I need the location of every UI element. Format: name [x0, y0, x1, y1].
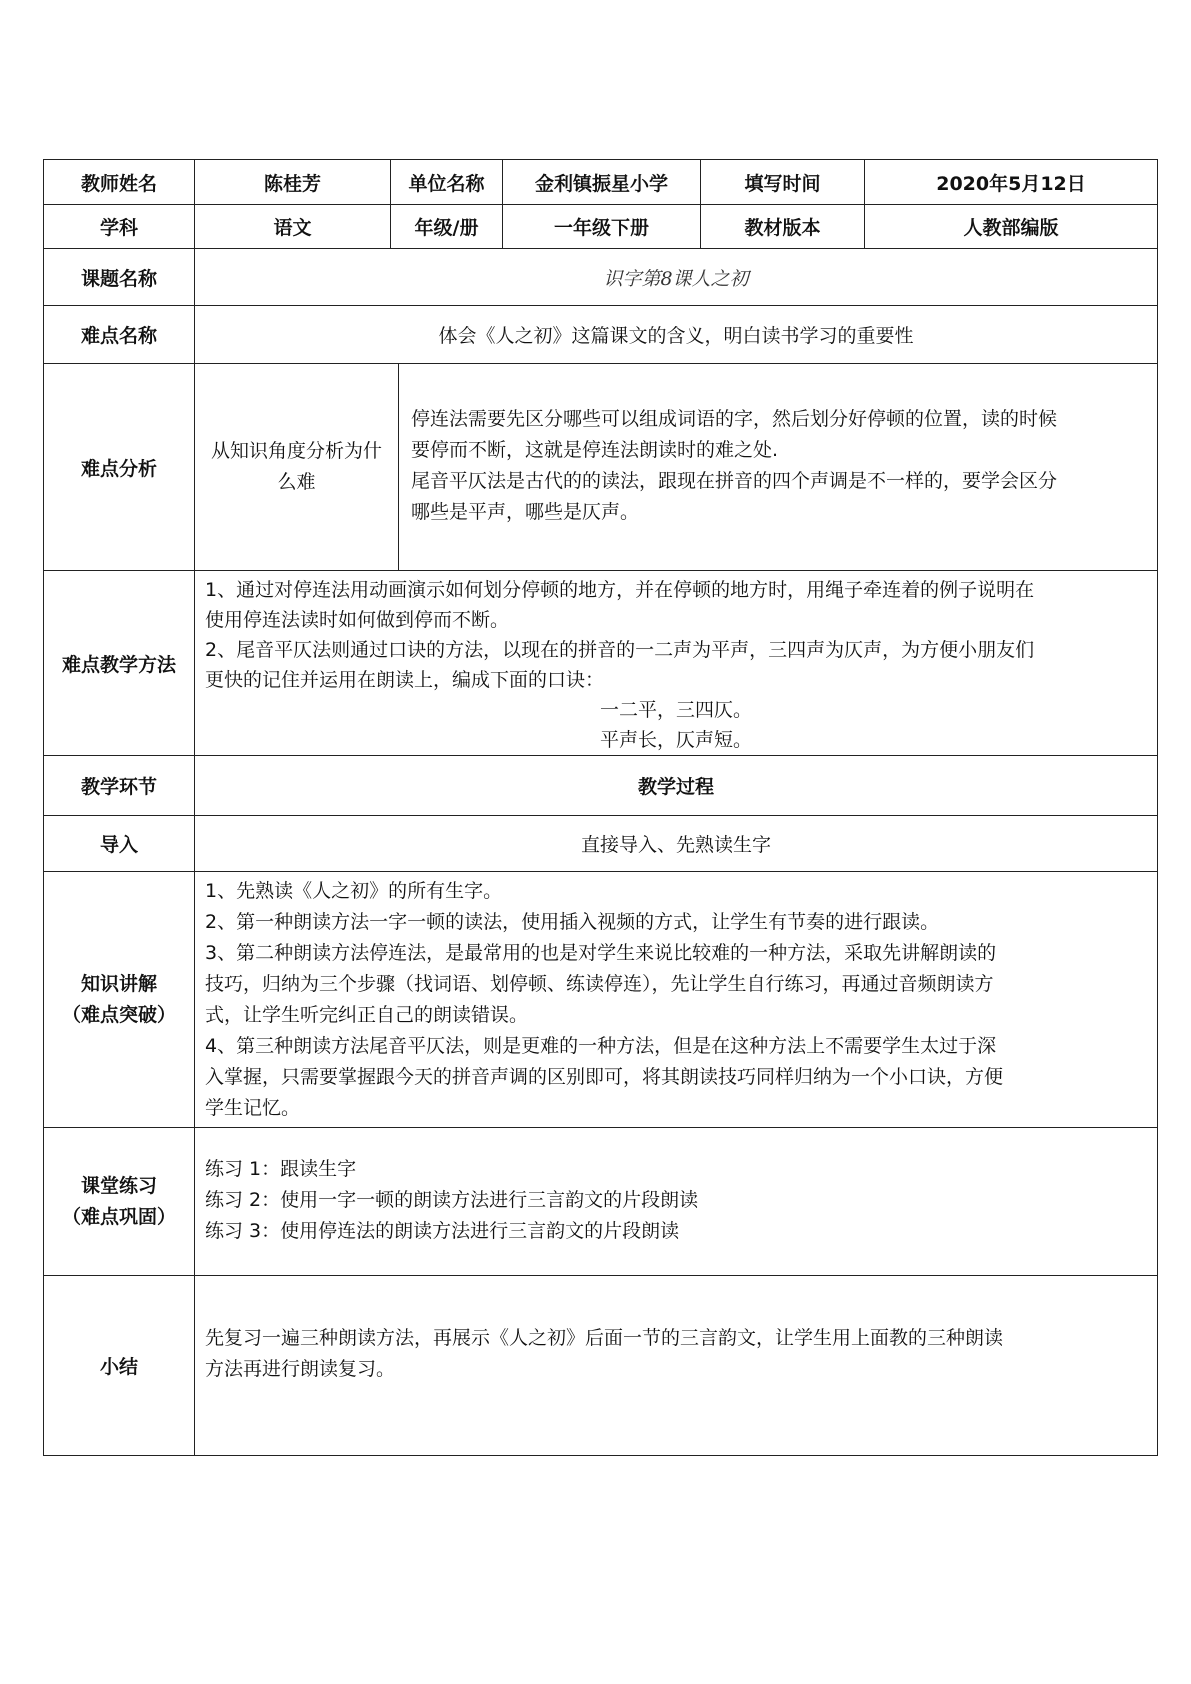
method-line: 使用停连法读时如何做到停而不断。 [205, 609, 510, 631]
knowledge-line: 学生记忆。 [205, 1097, 301, 1119]
topic-label: 课题名称 [44, 249, 195, 306]
intro-value: 直接导入、先熟读生字 [195, 816, 1158, 872]
knowledge-line: 3、第二种朗读方法停连法，是最常用的也是对学生来说比较难的一种方法，采取先讲解朗读的 [205, 942, 997, 964]
process-step-label: 教学环节 [44, 756, 195, 816]
difficulty-row [44, 306, 1158, 364]
header-table [43, 159, 1158, 249]
knowledge-label-sub: （难点突破） [61, 1003, 176, 1026]
edition-value: 人教部编版 [865, 205, 1158, 249]
summary-line: 方法再进行朗读复习。 [205, 1357, 396, 1380]
process-title: 教学过程 [195, 756, 1158, 816]
analysis-sub-label: 从知识角度分析为什么难 [195, 364, 399, 571]
method-line: 更快的记住并运用在朗读上，编成下面的口诀： [205, 669, 605, 691]
process-header-row [44, 756, 1158, 816]
knowledge-line: 1、先熟读《人之初》的所有生字。 [205, 880, 503, 902]
method-rhyme-line: 一二平，三四仄。 [599, 699, 752, 721]
intro-label: 导入 [44, 816, 195, 872]
practice-line: 练习 1：跟读生字 [205, 1158, 357, 1180]
knowledge-line: 入掌握，只需要掌握跟今天的拼音声调的区别即可，将其朗读技巧同样归纳为一个小口诀，方便 [205, 1066, 1004, 1088]
teacher-name-label: 教师姓名 [44, 160, 195, 205]
practice-line: 练习 2：使用一字一顿的朗读方法进行三言韵文的片段朗读 [205, 1189, 699, 1211]
summary-text [195, 1276, 1158, 1456]
knowledge-label [44, 872, 195, 1128]
practice-line: 练习 3：使用停连法的朗读方法进行三言韵文的片段朗读 [205, 1220, 680, 1242]
practice-row [44, 1128, 1158, 1276]
grade-value: 一年级下册 [503, 205, 701, 249]
method-line: 2、尾音平仄法则通过口诀的方法，以现在的拼音的一二声为平声，三四声为仄声，为方便小朋友们 [205, 639, 1035, 661]
difficulty-label: 难点名称 [44, 306, 195, 364]
analysis-line: 尾音平仄法是古代的的读法，跟现在拼音的四个声调是不一样的，要学会区分 [411, 470, 1058, 492]
analysis-line: 哪些是平声，哪些是仄声。 [411, 501, 640, 523]
edition-label: 教材版本 [701, 205, 865, 249]
knowledge-label-main: 知识讲解 [80, 972, 157, 995]
teacher-name-value: 陈桂芳 [195, 160, 391, 205]
knowledge-line: 式，让学生听完纠正自己的朗读错误。 [205, 1004, 529, 1026]
summary-row [44, 1276, 1158, 1456]
topic-value: 识字第8课人之初 [195, 249, 1158, 306]
topic-row [44, 249, 1158, 306]
intro-row [44, 816, 1158, 872]
subject-label: 学科 [44, 205, 195, 249]
unit-name-value: 金利镇振星小学 [503, 160, 701, 205]
method-label: 难点教学方法 [44, 571, 195, 756]
practice-label [44, 1128, 195, 1276]
summary-label: 小结 [44, 1276, 195, 1456]
lesson-plan-table [43, 248, 1158, 1456]
subject-value: 语文 [195, 205, 391, 249]
knowledge-row [44, 872, 1158, 1128]
method-line: 1、通过对停连法用动画演示如何划分停顿的地方，并在停顿的地方时，用绳子牵连着的例子说明在 [205, 579, 1035, 601]
fill-date-value: 2020年5月12日 [865, 160, 1158, 205]
analysis-line: 停连法需要先区分哪些可以组成词语的字，然后划分好停顿的位置，读的时候 [411, 408, 1058, 430]
practice-text [195, 1128, 1158, 1276]
knowledge-text [195, 872, 1158, 1128]
difficulty-value: 体会《人之初》这篇课文的含义，明白读书学习的重要性 [195, 306, 1158, 364]
knowledge-line: 4、第三种朗读方法尾音平仄法，则是更难的一种方法，但是在这种方法上不需要学生太过于深 [205, 1035, 997, 1057]
practice-label-sub: （难点巩固） [61, 1205, 176, 1228]
unit-name-label: 单位名称 [391, 160, 503, 205]
grade-label: 年级/册 [391, 205, 503, 249]
analysis-label: 难点分析 [44, 364, 195, 571]
analysis-line: 要停而不断，这就是停连法朗读时的难之处. [411, 439, 779, 461]
method-rhyme-line: 平声长，仄声短。 [599, 729, 752, 751]
knowledge-line: 2、第一种朗读方法一字一顿的读法，使用插入视频的方式，让学生有节奏的进行跟读。 [205, 911, 940, 933]
analysis-text [399, 364, 1158, 571]
method-row [44, 571, 1158, 756]
knowledge-line: 技巧，归纳为三个步骤（找词语、划停顿、练读停连），先让学生自行练习，再通过音频朗读方 [205, 973, 994, 995]
summary-line: 先复习一遍三种朗读方法，再展示《人之初》后面一节的三言韵文，让学生用上面教的三种朗读 [205, 1326, 1004, 1349]
analysis-row [44, 364, 1158, 571]
practice-label-main: 课堂练习 [80, 1174, 157, 1197]
fill-date-label: 填写时间 [701, 160, 865, 205]
method-text [195, 571, 1158, 756]
